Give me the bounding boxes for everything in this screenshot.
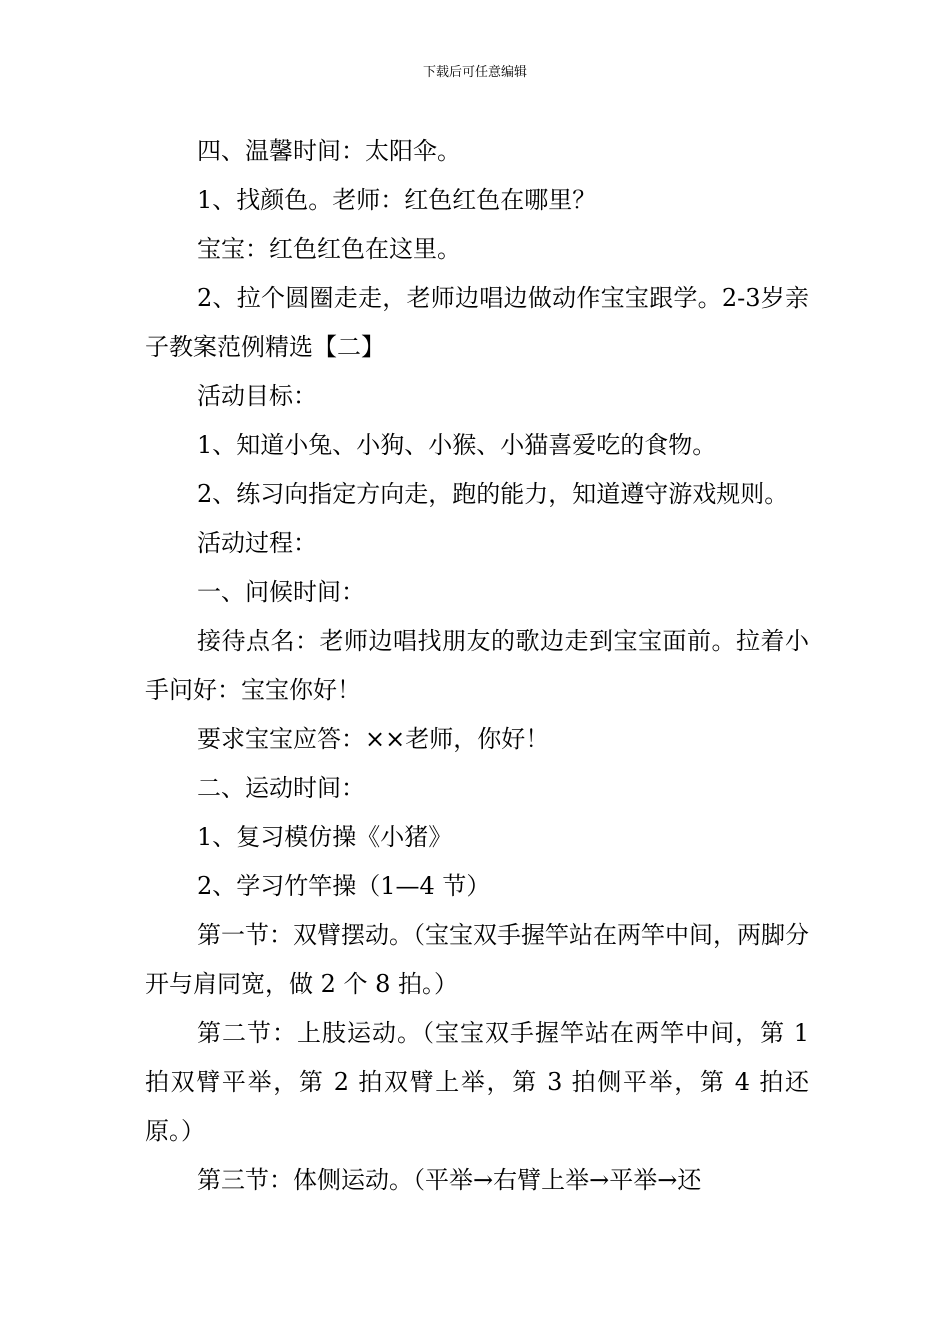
step-circle-walk: 2、拉个圆圈走走，老师边唱边做动作宝宝跟学。2-3岁亲子教案范例精选【二】 [145, 284, 809, 361]
exercise-section-2: 第二节：上肢运动。（宝宝双手握竿站在两竿中间，第 1 拍双臂平举，第 2 拍双臂上举，第 3 拍侧平举，第 4 拍还原。） [145, 1019, 809, 1145]
greeting-response: 要求宝宝应答：××老师，你好！ [197, 725, 550, 753]
section-heading-exercise: 二、运动时间： [197, 774, 365, 802]
goal-item-1: 1、知道小兔、小狗、小猴、小猫喜爱吃的食物。 [197, 431, 717, 459]
greeting-roll-call: 接待点名：老师边唱找朋友的歌边走到宝宝面前。拉着小手问好：宝宝你好！ [145, 627, 809, 704]
section-heading-greeting: 一、问候时间： [197, 578, 365, 606]
activity-process-heading: 活动过程： [197, 529, 317, 557]
exercise-section-3: 第三节：体侧运动。（平举→右臂上举→平举→还 [197, 1166, 702, 1194]
goal-item-2: 2、练习向指定方向走，跑的能力，知道遵守游戏规则。 [197, 480, 789, 508]
exercise-section-1: 第一节：双臂摆动。（宝宝双手握竿站在两竿中间，两脚分开与肩同宽，做 2 个 8 拍。） [145, 921, 809, 998]
exercise-item-1: 1、复习模仿操《小猪》 [197, 823, 453, 851]
section-heading-warm-time: 四、温馨时间：太阳伞。 [197, 137, 461, 165]
page-header: 下载后可任意编辑 [422, 65, 527, 80]
step-find-color: 1、找颜色。老师：红色红色在哪里？ [197, 186, 597, 214]
document-body [145, 127, 809, 1205]
baby-reply: 宝宝：红色红色在这里。 [197, 235, 461, 263]
exercise-item-2: 2、学习竹竿操（1—4 节） [197, 872, 491, 900]
activity-goals-heading: 活动目标： [197, 382, 317, 410]
